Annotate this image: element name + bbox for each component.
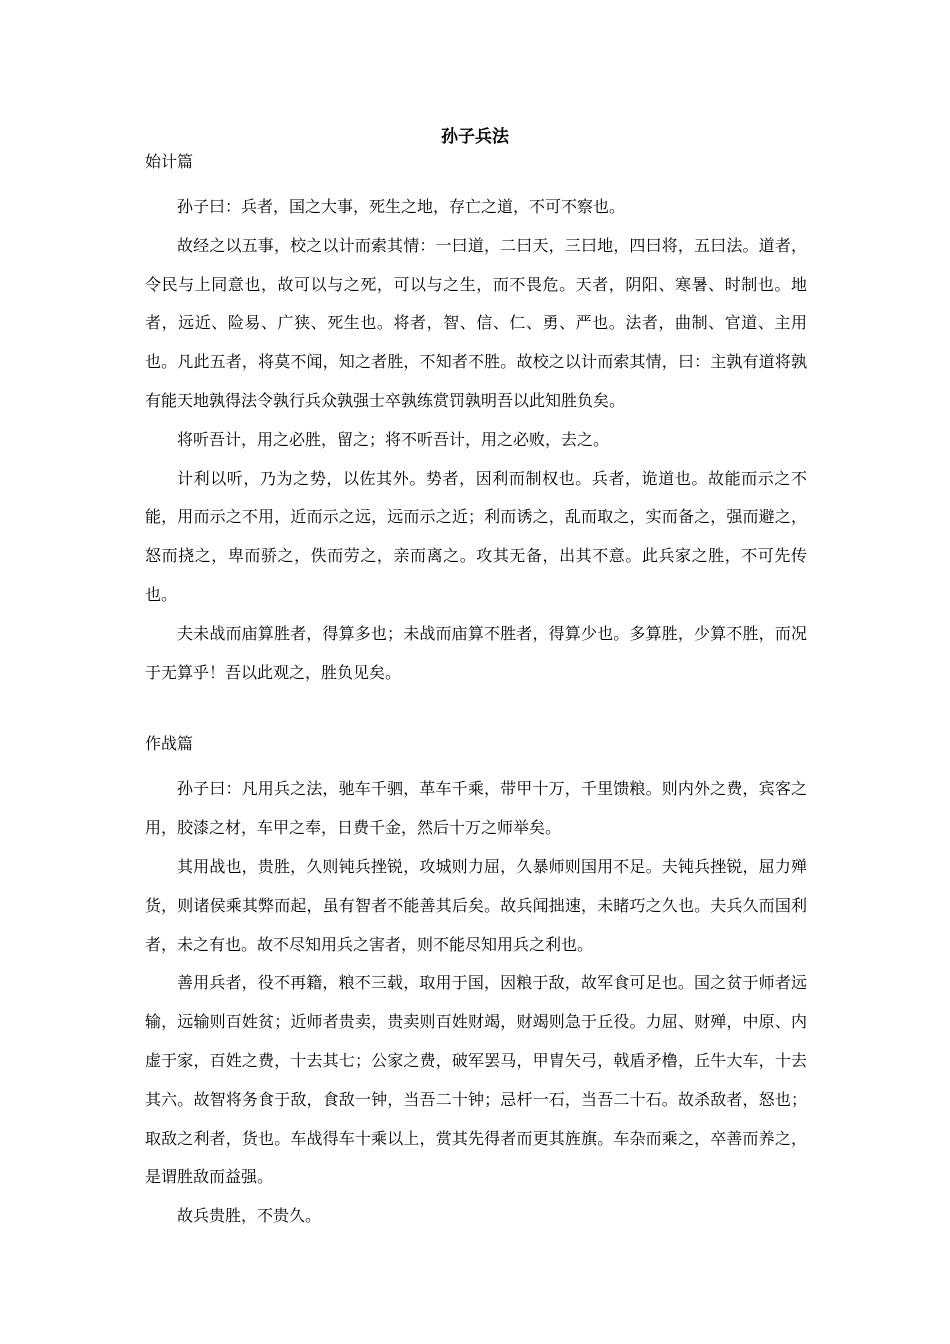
paragraph: 将听吾计，用之必胜，留之；将不听吾计，用之必败，去之。 — [177, 429, 610, 449]
section-spacer — [145, 692, 807, 734]
section-heading: 作战篇 — [145, 734, 194, 754]
section-heading: 始计篇 — [145, 152, 194, 171]
paragraph: 计利以听，乃为之势，以佐其外。势者，因利而制权也。兵者，诡道也。故能而示之不能，用而示之不用，近而示之远，远而示之近；利而诱之，乱而取之，实而备之，强而避之，怒而挠之，卑而骄之，佚而劳之，亲而离之。攻其无备，出其不意。此兵家之胜，不可先传也。 — [145, 468, 807, 604]
paragraph: 孙子曰：兵者，国之大事，死生之地，存亡之道，不可不察也。 — [177, 197, 626, 216]
document-title: 孙子兵法 — [441, 127, 509, 147]
paragraph: 夫未战而庙算胜者，得算多也；未战而庙算不胜者，得算少也。多算胜，少算不胜，而况于无算乎！吾以此观之，胜负见矣。 — [145, 623, 807, 682]
paragraph: 孙子曰：凡用兵之法，驰车千驷，革车千乘，带甲十万，千里馈粮。则内外之费，宾客之用，胶漆之材，车甲之奉，日费千金，然后十万之师举矣。 — [145, 779, 807, 838]
section-zuozhan — [145, 734, 807, 1236]
document-body — [145, 152, 807, 1236]
paragraph: 故经之以五事，校之以计而索其情：一曰道，二曰天，三曰地，四曰将，五曰法。道者，令民与上同意也，故可以与之死，可以与之生，而不畏危。天者，阴阳、寒暑、时制也。地者，远近、险易、广狭、死生也。将者，智、信、仁、勇、严也。法者，曲制、官道、主用也。凡此五者，将莫不闻，知之者胜，不知者不胜。故校之以计而索其情，曰：主孰有道将孰有能天地孰得法令孰行兵众孰强士卒孰练赏罚孰明吾以此知胜负矣。 — [145, 235, 807, 410]
paragraph: 故兵贵胜，不贵久。 — [177, 1206, 322, 1226]
paragraph: 善用兵者，役不再籍，粮不三载，取用于国，因粮于敌，故军食可足也。国之贫于师者远输，远输则百姓贫；近师者贵卖，贵卖则百姓财竭，财竭则急于丘役。力屈、财殚，中原、内虚于家，百姓之费，十去其七；公家之费，破军罢马，甲胄矢弓，戟盾矛橹，丘牛大车，十去其六。故智将务食于敌，食敌一钟，当吾二十钟；忌杆一石，当吾二十石。故杀敌者，怒也；取敌之利者，货也。车战得车十乘以上，赏其先得者而更其旌旗。车杂而乘之，卒善而养之，是谓胜敌而益强。 — [145, 973, 807, 1187]
paragraph: 其用战也，贵胜，久则钝兵挫锐，攻城则力屈，久暴师则国用不足。夫钝兵挫锐，屈力殚货，则诸侯乘其弊而起，虽有智者不能善其后矣。故兵闻拙速，未睹巧之久也。夫兵久而国利者，未之有也。故不尽知用兵之害者，则不能尽知用兵之利也。 — [145, 856, 807, 954]
section-shiji — [145, 152, 807, 692]
